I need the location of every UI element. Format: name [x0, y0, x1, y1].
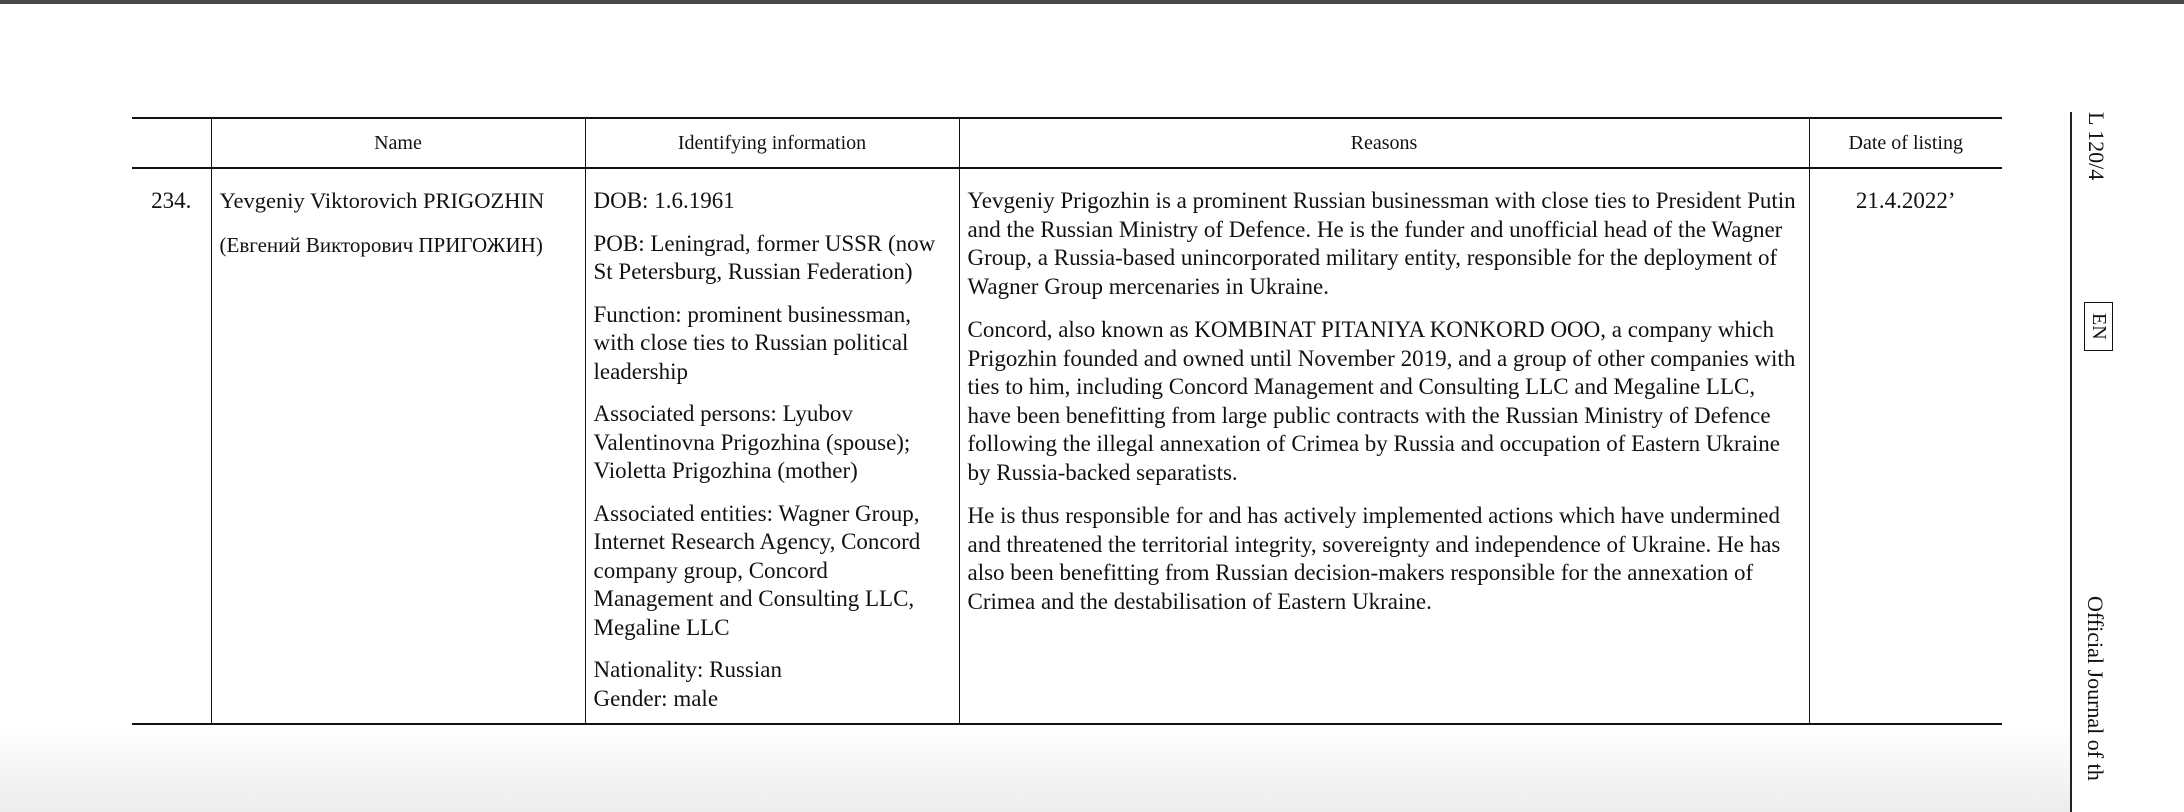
entry-number: 234.	[132, 168, 211, 724]
reasons-paragraph: Yevgeniy Prigozhin is a prominent Russian businessman with close ties to President Putin and the Russian Ministry of Defence. He is the funder and unofficial head of the Wagner Group, a Russia-based unincorporated military entity, responsible for the deployment of Wagner Group mercenaries in Ukraine.	[967, 188, 1796, 299]
gender: Gender: male	[593, 685, 719, 711]
place-of-birth: POB: Leningrad, former USSR (now St Petersburg, Russian Federation)	[593, 230, 936, 284]
header-number	[132, 118, 211, 168]
associated-persons: Associated persons: Lyubov Valentinovna Prigozhina (spouse); Violetta Prigozhina (mother)	[593, 401, 911, 483]
document-page	[0, 4, 2184, 812]
name-cell	[211, 168, 585, 724]
header-reasons: Reasons	[959, 118, 1809, 168]
name-cyrillic: (Евгений Викторович ПРИГОЖИН)	[219, 232, 543, 257]
margin-divider	[2070, 112, 2072, 812]
nationality-gender	[594, 656, 951, 713]
date-of-listing: 21.4.2022’	[1809, 168, 2002, 724]
header-name: Name	[211, 118, 585, 168]
table-row	[132, 168, 2002, 724]
header-date-of-listing: Date of listing	[1809, 118, 2002, 168]
reasons-cell	[959, 168, 1809, 724]
language-badge: EN	[2084, 302, 2113, 351]
journal-title: Official Journal of th	[2083, 596, 2108, 781]
reasons-paragraph: He is thus responsible for and has actively implemented actions which have undermined and threatened the territorial integrity, sovereignty and independence of Ukraine. He has also been benefitting from Russian decision-makers responsible for the annexation of Crimea and the destabilisation of Eastern Ukraine.	[967, 503, 1781, 614]
issue-reference: L 120/4	[2084, 112, 2109, 181]
identifying-information-cell	[585, 168, 959, 724]
reasons-paragraph: Concord, also known as KOMBINAT PITANIYA KONKORD OOO, a company which Prigozhin founded and owned until November 2019, and a group of other companies with ties to him, including Concord Management and Consulting LLC and Megaline LLC, have been benefitting from large public contracts with the Russian Ministry of Defence following the illegal annexation of Crimea by Russia and occupation of Eastern Ukraine by Russia-backed separatists.	[967, 317, 1796, 485]
nationality: Nationality: Russian	[593, 657, 782, 682]
function: Function: prominent businessman, with close ties to Russian political leadership	[593, 301, 912, 384]
sanctions-table	[132, 117, 2002, 725]
header-identifying-information: Identifying information	[585, 118, 959, 168]
date-of-birth: DOB: 1.6.1961	[593, 188, 735, 213]
name-latin: Yevgeniy Viktorovich PRIGOZHIN	[219, 188, 545, 213]
table-header-row	[132, 118, 2002, 168]
associated-entities: Associated entities: Wagner Group, Internet Research Agency, Concord company group, Concord Management and Consulting LLC, Megaline LLC	[593, 500, 921, 640]
page-bottom-shadow	[0, 728, 2070, 812]
